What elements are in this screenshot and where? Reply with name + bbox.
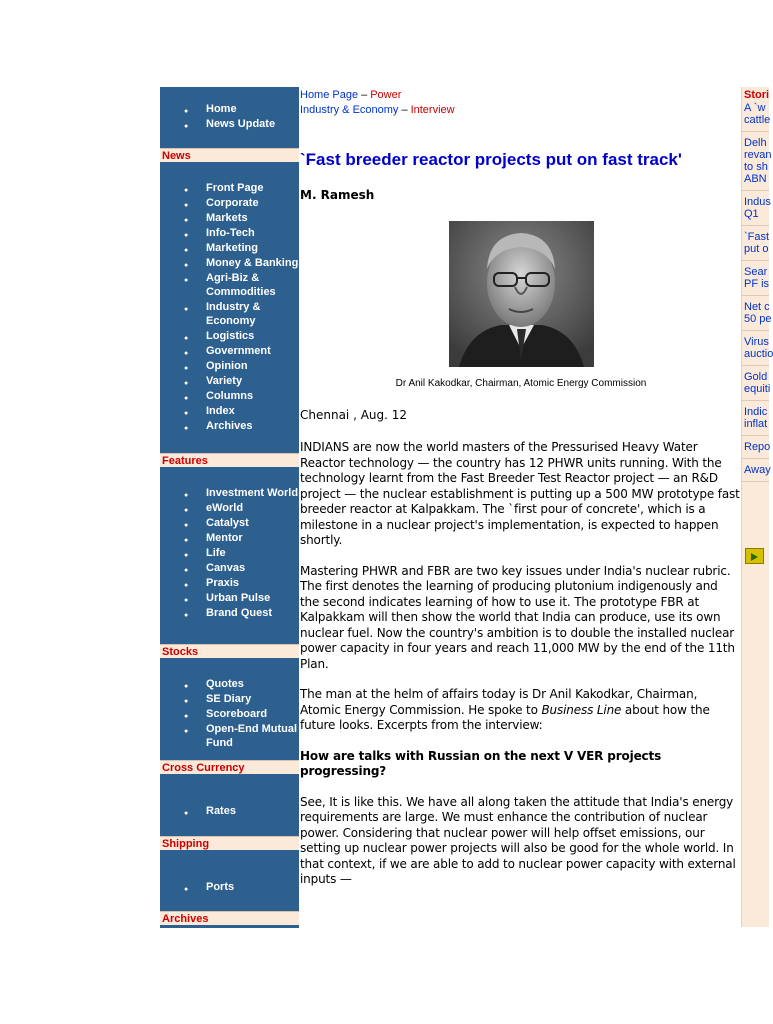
rail-story-link[interactable]	[744, 196, 769, 220]
nav-link[interactable]: Government	[206, 345, 271, 357]
interview-question: How are talks with Russian on the next V VER projects progressing?	[300, 748, 662, 778]
nav-item-rates[interactable]	[184, 804, 236, 818]
bullet-icon: ●	[184, 108, 189, 115]
nav-link[interactable]: Opinion	[206, 360, 248, 372]
rail-story-line: A `w	[744, 102, 766, 114]
nav-item-open-end-mutual-fund[interactable]	[184, 722, 299, 750]
bullet-icon: ●	[184, 425, 189, 432]
rail-divider	[742, 225, 769, 226]
nav-section-features[interactable]: Features	[160, 453, 299, 467]
nav-link[interactable]: Catalyst	[206, 517, 249, 529]
bullet-icon: ●	[184, 335, 189, 342]
nav-item-brand-quest[interactable]	[184, 606, 298, 620]
rail-story-line: ABN	[744, 173, 767, 185]
nav-link[interactable]: Markets	[206, 212, 248, 224]
bullet-icon: ●	[184, 886, 189, 893]
rail-story-link[interactable]	[744, 231, 769, 255]
interview-answer: See, It is like this. We have all along taken the attitude that India's energy requirements are large. We must enhance the contribution of nuclear power. Considering that nuclear power will help offset emissions, our setting up nuclear power projects will also be good for the whole world. In that context, if we are able to add to nuclear power capacity with external inputs —	[300, 794, 736, 886]
rail-story-line: Net c	[744, 301, 770, 313]
nav-item-front-page[interactable]	[184, 181, 299, 195]
bullet-icon: ●	[184, 232, 189, 239]
bullet-icon: ●	[184, 612, 189, 619]
rail-story-line: `Fast	[744, 231, 770, 243]
rail-story-link[interactable]	[744, 441, 769, 453]
portrait-image	[449, 221, 594, 367]
rail-divider	[742, 190, 769, 191]
nav-item-columns[interactable]	[184, 389, 299, 403]
nav-item-corporate[interactable]	[184, 196, 299, 210]
nav-item-variety[interactable]	[184, 374, 299, 388]
nav-link[interactable]: Open-End Mutual Fund	[206, 723, 298, 749]
publication-name: Business Line	[541, 702, 622, 717]
rail-story-line: inflat	[744, 418, 768, 430]
bullet-icon: ●	[184, 306, 189, 313]
rail-divider	[742, 330, 769, 331]
nav-item-government[interactable]	[184, 344, 299, 358]
rail-story-line: auctio	[744, 348, 773, 360]
article-paragraph: Mastering PHWR and FBR are two key issues under India's nuclear rubric. The first denotes the learning of producing plutonium indigenously and the second indicates learning of how to use it. The prototype FBR at Kalpakkam will then show the world that India can produce, use its own nuclear fuel. Now the country's ambition is to double the installed nuclear power capacity in four years and reach 11,000 MW by the end of the 11th Plan.	[300, 563, 735, 671]
nav-link[interactable]: Archives	[206, 420, 253, 432]
rail-story-line: PF is	[744, 278, 770, 290]
bullet-icon: ●	[184, 567, 189, 574]
nav-link[interactable]: Home	[206, 103, 237, 115]
nav-link[interactable]: Info-Tech	[206, 227, 255, 239]
nav-section-list	[160, 880, 234, 895]
nav-link[interactable]: Industry & Economy	[206, 301, 261, 327]
bullet-icon: ●	[184, 537, 189, 544]
nav-item-info-tech[interactable]	[184, 226, 299, 240]
rail-story-line: Indic	[744, 406, 768, 418]
nav-link[interactable]: Scoreboard	[206, 708, 268, 720]
rail-story-line: Gold	[744, 371, 768, 383]
rail-story-link[interactable]	[744, 301, 772, 325]
article-dateline: Chennai , Aug. 12	[300, 408, 408, 422]
rail-story-line: 50 pe	[744, 313, 772, 325]
rail-story-link[interactable]	[744, 406, 769, 430]
nav-section-archives[interactable]: Archives	[160, 911, 299, 925]
nav-link[interactable]: Canvas	[206, 562, 246, 574]
article-author: M. Ramesh	[300, 188, 375, 202]
nav-link[interactable]: Life	[206, 547, 226, 559]
bullet-icon: ●	[184, 810, 189, 817]
nav-section-stocks[interactable]: Stocks	[160, 644, 299, 658]
nav-section-list	[160, 486, 298, 621]
nav-link[interactable]: Corporate	[206, 197, 259, 209]
nav-item-ports[interactable]	[184, 880, 234, 894]
bullet-icon: ●	[184, 187, 189, 194]
rail-story-line: equiti	[744, 383, 771, 395]
nav-link[interactable]: Investment World	[206, 487, 299, 499]
nav-item-logistics[interactable]	[184, 329, 299, 343]
nav-item-index[interactable]	[184, 404, 299, 418]
nav-link[interactable]: Quotes	[206, 678, 244, 690]
rail-story-line: revan	[744, 149, 772, 161]
photo-caption: Dr Anil Kakodkar, Chairman, Atomic Energy Commission	[395, 378, 647, 389]
nav-link[interactable]: Index	[206, 405, 235, 417]
bullet-icon: ●	[184, 683, 189, 690]
rail-divider	[742, 365, 769, 366]
next-arrow-icon[interactable]	[745, 548, 764, 564]
rail-divider	[742, 400, 769, 401]
rail-story-line: cattle	[744, 114, 771, 126]
nav-item-markets[interactable]	[184, 211, 299, 225]
nav-link[interactable]: Rates	[206, 805, 236, 817]
nav-link[interactable]: Columns	[206, 390, 254, 402]
bullet-icon: ●	[184, 597, 189, 604]
breadcrumb-separator: –	[401, 104, 408, 116]
breadcrumb-power-link[interactable]: Power	[370, 89, 402, 101]
nav-link[interactable]: News Update	[206, 118, 276, 130]
rail-divider	[742, 295, 769, 296]
rail-story-link[interactable]	[744, 371, 769, 395]
bullet-icon: ●	[184, 247, 189, 254]
rail-story-link[interactable]	[744, 336, 773, 360]
nav-item-catalyst[interactable]	[184, 516, 298, 530]
rail-story-line: Indus	[744, 196, 771, 208]
nav-item-quotes[interactable]	[184, 677, 299, 691]
bullet-icon: ●	[184, 713, 189, 720]
bullet-icon: ●	[184, 492, 189, 499]
breadcrumb-home-link[interactable]: Home Page	[300, 89, 359, 101]
bullet-icon: ●	[184, 410, 189, 417]
rail-story-line: Sear	[744, 266, 768, 278]
rail-divider	[742, 435, 769, 436]
rail-story-line: Repo	[744, 441, 771, 453]
bullet-icon: ●	[184, 365, 189, 372]
left-navigation	[160, 87, 299, 928]
bullet-icon: ●	[184, 522, 189, 529]
nav-item-investment-world[interactable]	[184, 486, 298, 500]
bullet-icon: ●	[184, 395, 189, 402]
nav-item-agri-biz-commodities[interactable]	[184, 271, 299, 299]
bullet-icon: ●	[184, 582, 189, 589]
nav-link[interactable]: Ports	[206, 881, 235, 893]
nav-item-eworld[interactable]	[184, 501, 298, 515]
nav-item-marketing[interactable]	[184, 241, 299, 255]
breadcrumb-industry-link[interactable]: Industry & Economy	[300, 104, 399, 116]
nav-item-money-banking[interactable]	[184, 256, 299, 270]
nav-section-shipping[interactable]: Shipping	[160, 836, 299, 850]
nav-link[interactable]: SE Diary	[206, 693, 252, 705]
nav-item-life[interactable]	[184, 546, 298, 560]
bullet-icon: ●	[184, 507, 189, 514]
rail-story-line: Delh	[744, 137, 767, 149]
nav-section-list	[160, 181, 299, 434]
rail-divider	[742, 458, 769, 459]
author-photo	[449, 221, 594, 367]
bullet-icon: ●	[184, 698, 189, 705]
bullet-icon: ●	[184, 728, 189, 735]
nav-item-news-update[interactable]	[184, 117, 275, 131]
rail-story-line: Virus	[744, 336, 769, 348]
rail-title: Stori	[744, 89, 770, 101]
breadcrumb	[300, 88, 740, 118]
article-body	[300, 440, 740, 903]
nav-link[interactable]: Marketing	[206, 242, 258, 254]
bullet-icon: ●	[184, 380, 189, 387]
nav-link[interactable]: Mentor	[206, 532, 243, 544]
rail-story-link[interactable]	[744, 464, 769, 476]
rail-story-line: to sh	[744, 161, 768, 173]
bullet-icon: ●	[184, 262, 189, 269]
breadcrumb-interview-link[interactable]: Interview	[410, 104, 455, 116]
rail-story-line: Away	[744, 464, 771, 476]
nav-section-list	[160, 677, 299, 751]
rail-story-line: Q1	[744, 208, 759, 220]
nav-section-news[interactable]: News	[160, 148, 299, 162]
rail-story-link[interactable]	[744, 102, 769, 126]
nav-link[interactable]: Urban Pulse	[206, 592, 271, 604]
nav-item-praxis[interactable]	[184, 576, 298, 590]
rail-divider	[742, 260, 769, 261]
nav-item-urban-pulse[interactable]	[184, 591, 298, 605]
nav-item-home[interactable]	[184, 102, 275, 116]
bullet-icon: ●	[184, 123, 189, 130]
bullet-icon: ●	[184, 217, 189, 224]
nav-item-industry-economy[interactable]	[184, 300, 299, 328]
nav-item-mentor[interactable]	[184, 531, 298, 545]
paragraph-text: about how the future looks. Excerpts from the interview:	[300, 702, 710, 732]
article-paragraph: INDIANS are now the world masters of the Pressurised Heavy Water Reactor technology — the country has 12 PHWR units running. With the technology learnt from the Fast Breeder Test Reactor project — an R&D project — the nuclear establishment is putting up a 500 MW prototype fast breeder reactor at Kalpakkam. The `first pour of concrete', which is a milestone in a nuclear project's implementation, is expected to happen shortly.	[300, 440, 740, 547]
paragraph-text: The man at the helm of affairs today is Dr Anil Kakodkar, Chairman, Atomic Energy Commission. He spoke to	[300, 687, 698, 717]
bullet-icon: ●	[184, 552, 189, 559]
nav-link[interactable]: Variety	[206, 375, 243, 387]
nav-link[interactable]: Logistics	[206, 330, 255, 342]
nav-link[interactable]: Praxis	[206, 577, 240, 589]
nav-section-cross-currency[interactable]: Cross Currency	[160, 760, 299, 774]
nav-item-archives[interactable]	[184, 419, 299, 433]
article-title: `Fast breeder reactor projects put on fast track'	[300, 150, 682, 169]
bullet-icon: ●	[184, 277, 189, 284]
rail-divider	[742, 481, 769, 482]
nav-link[interactable]: Brand Quest	[206, 607, 273, 619]
nav-link[interactable]: eWorld	[206, 502, 244, 514]
nav-link[interactable]: Agri-Biz & Commodities	[206, 272, 276, 298]
rail-story-link[interactable]	[744, 266, 769, 290]
nav-item-scoreboard[interactable]	[184, 707, 299, 721]
nav-item-se-diary[interactable]	[184, 692, 299, 706]
rail-story-line: put o	[744, 243, 769, 255]
nav-section-list	[160, 804, 236, 819]
bullet-icon: ●	[184, 350, 189, 357]
rail-divider	[742, 131, 769, 132]
nav-top-list	[160, 102, 275, 132]
right-rail-stories	[741, 87, 773, 927]
rail-story-link[interactable]	[744, 137, 772, 185]
nav-link[interactable]: Front Page	[206, 182, 264, 194]
article-paragraph	[300, 687, 740, 734]
bullet-icon: ●	[184, 202, 189, 209]
nav-link[interactable]: Money & Banking	[206, 257, 299, 269]
breadcrumb-separator: –	[361, 89, 368, 101]
nav-item-opinion[interactable]	[184, 359, 299, 373]
nav-item-canvas[interactable]	[184, 561, 298, 575]
